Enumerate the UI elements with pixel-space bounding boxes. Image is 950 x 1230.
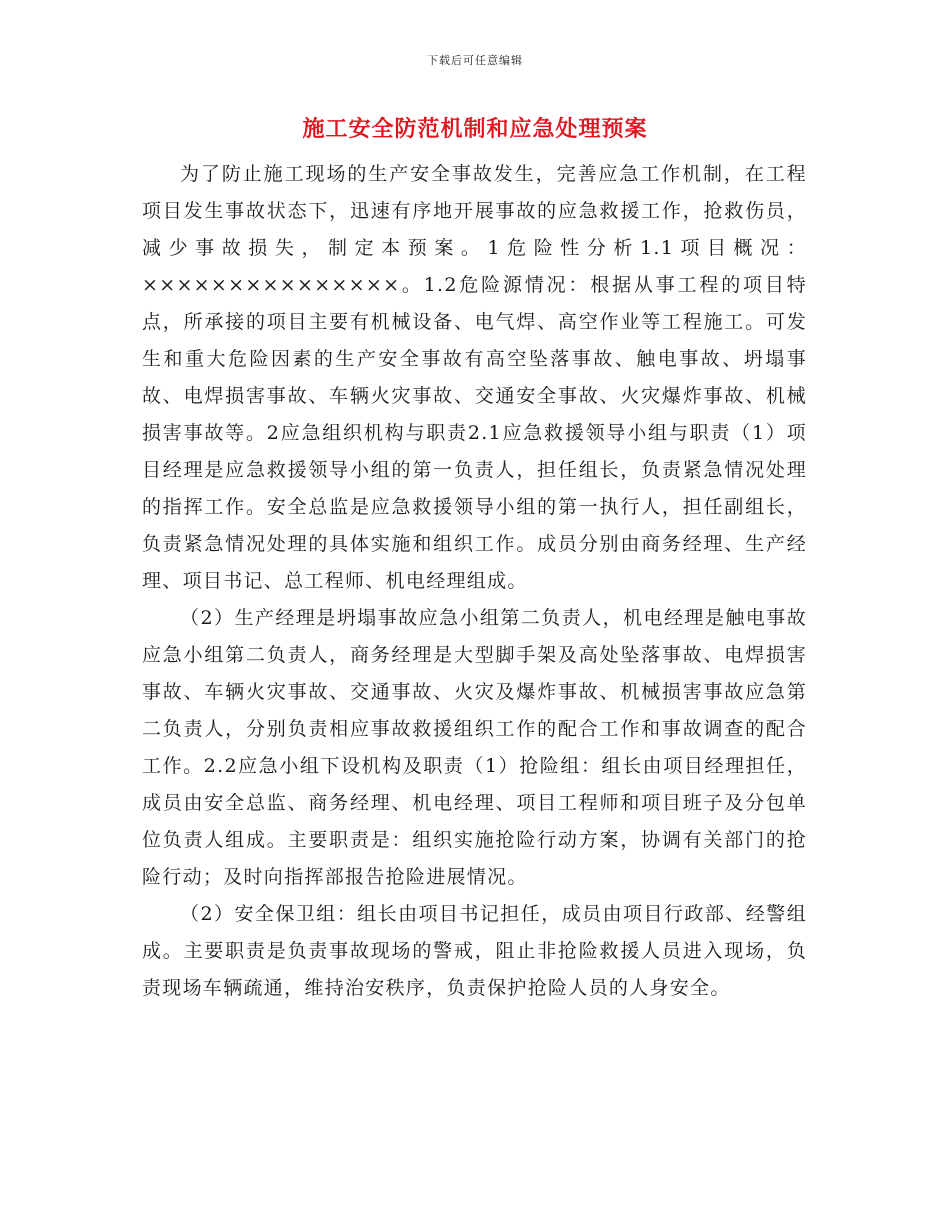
paragraph-2: （2）生产经理是坍塌事故应急小组第二负责人，机电经理是触电事故应急小组第二负责人，商务经理是大型脚手架及高处坠落事故、电焊损害事故、车辆火灾事故、交通事故、火灾及爆炸事故、机械损害事故应急第二负责人，分别负责相应事故救援组织工作的配合工作和事故调查的配合工作。2.2应急小组下设机构及职责（1）抢险组：组长由项目经理担任，成员由安全总监、商务经理、机电经理、项目工程师和项目班子及分包单位负责人组成。主要职责是：组织实施抢险行动方案，协调有关部门的抢险行动；及时向指挥部报告抢险进展情况。: [142, 607, 807, 888]
document-title: 施工安全防范机制和应急处理预案: [302, 116, 648, 142]
document-body: [142, 156, 807, 1007]
paragraph-1: 为了防止施工现场的生产安全事故发生，完善应急工作机制，在工程项目发生事故状态下，迅速有序地开展事故的应急救援工作，抢救伤员，减少事故损失，制定本预案。1危险性分析1.1项目概况：×××××××××××××××。1.2危险源情况：根据从事工程的项目特点，所承接的项目主要有机械设备、电气焊、高空作业等工程施工。可发生和重大危险因素的生产安全事故有高空坠落事故、触电事故、坍塌事故、电焊损害事故、车辆火灾事故、交通安全事故、火灾爆炸事故、机械损害事故等。2应急组织机构与职责2.1应急救援领导小组与职责（1）项目经理是应急救援领导小组的第一负责人，担任组长，负责紧急情况处理的指挥工作。安全总监是应急救援领导小组的第一执行人，担任副组长，负责紧急情况处理的具体实施和组织工作。成员分别由商务经理、生产经理、项目书记、总工程师、机电经理组成。: [142, 163, 807, 592]
header-note: 下载后可任意编辑: [427, 54, 523, 67]
paragraph-3: （2）安全保卫组：组长由项目书记担任，成员由项目行政部、经警组成。主要职责是负责事故现场的警戒，阻止非抢险救援人员进入现场，负责现场车辆疏通，维持治安秩序，负责保护抢险人员的人身安全。: [142, 903, 807, 999]
